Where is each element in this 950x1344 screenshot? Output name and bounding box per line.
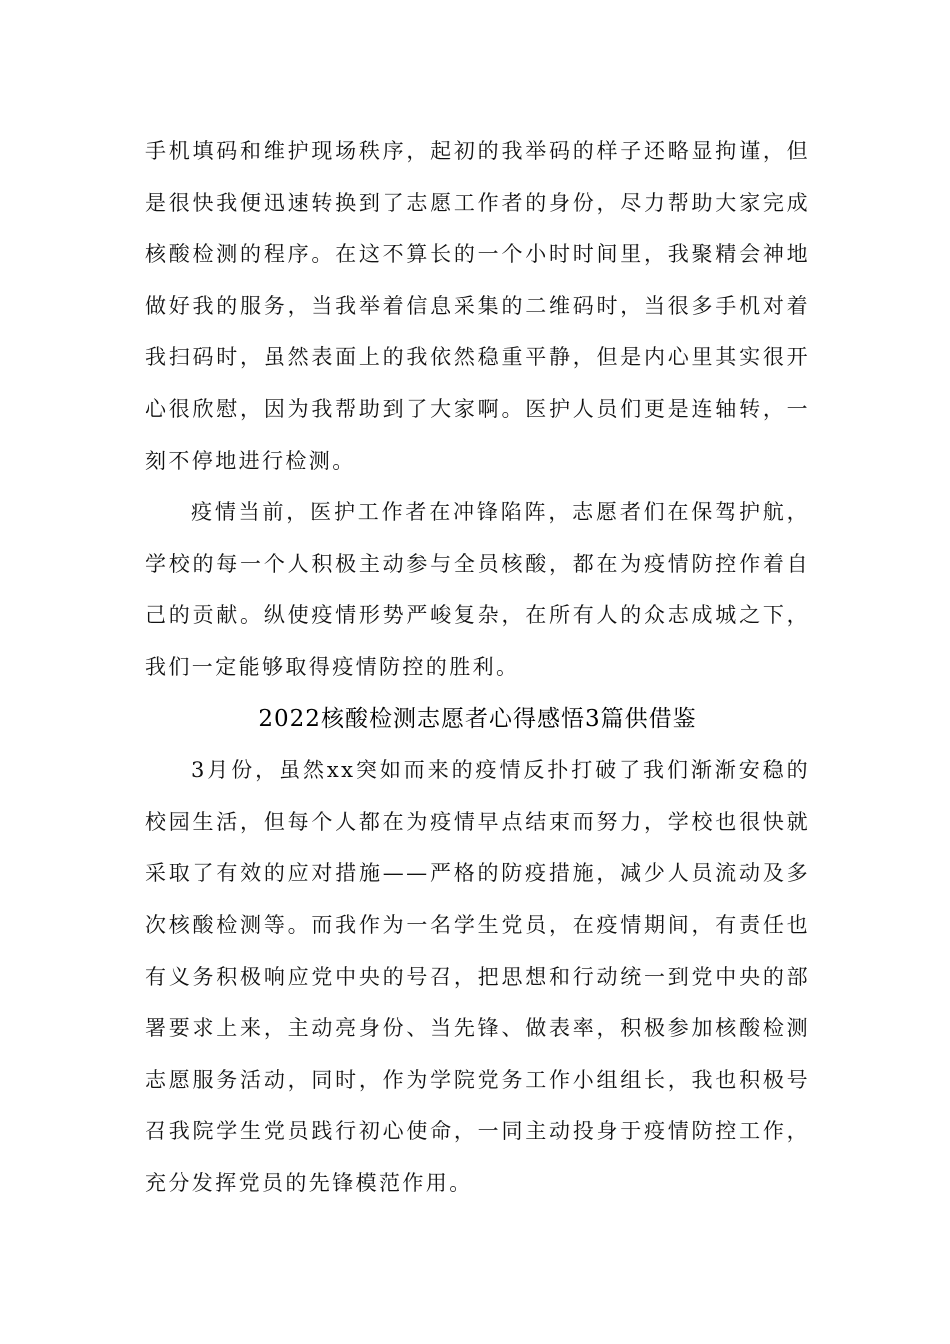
section-title: 2022核酸检测志愿者心得感悟3篇供借鉴 — [258, 705, 697, 732]
document-body — [145, 126, 810, 1209]
paragraph-continued: 手机填码和维护现场秩序，起初的我举码的样子还略显拘谨，但是很快我便迅速转换到了志愿工作者的身份，尽力帮助大家完成核酸检测的程序。在这不算长的一个小时时间里，我聚精会神地做好我的服务，当我举着信息采集的二维码时，当很多手机对着我扫码时，虽然表面上的我依然稳重平静，但是内心里其实很开心很欣慰，因为我帮助到了大家啊。医护人员们更是连轴转，一刻不停地进行检测。 — [145, 139, 810, 473]
paragraph-march: 3月份，虽然xx突如而来的疫情反扑打破了我们渐渐安稳的校园生活，但每个人都在为疫情早点结束而努力，学校也很快就采取了有效的应对措施——严格的防疫措施，减少人员流动及多次核酸检测等。而我作为一名学生党员，在疫情期间，有责任也有义务积极响应党中央的号召，把思想和行动统一到党中央的部署要求上来，主动亮身份、当先锋、做表率，积极参加核酸检测志愿服务活动，同时，作为学院党务工作小组组长，我也积极号召我院学生党员践行初心使命，一同主动投身于疫情防控工作，充分发挥党员的先锋模范作用。 — [145, 758, 810, 1195]
paragraph-epidemic: 疫情当前，医护工作者在冲锋陷阵，志愿者们在保驾护航，学校的每一个人积极主动参与全员核酸，都在为疫情防控作着自己的贡献。纵使疫情形势严峻复杂，在所有人的众志成城之下，我们一定能够取得疫情防控的胜利。 — [145, 500, 810, 679]
